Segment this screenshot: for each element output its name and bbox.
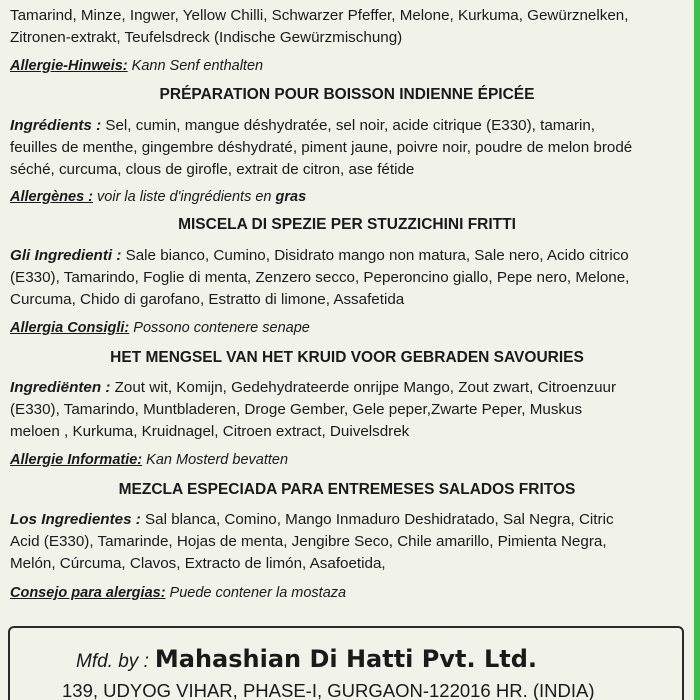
spanish-allergy-note [10, 585, 346, 601]
manufacturer-name: Mahashian Di Hatti Pvt. Ltd. [154, 645, 538, 673]
french-allergy-label: Allergènes : [10, 189, 93, 205]
spanish-allergy-label: Consejo para alergias: [10, 585, 166, 601]
french-allergy-text: voir la liste d'ingrédients en [93, 189, 276, 205]
dutch-allergy-text: Kan Mosterd bevatten [142, 452, 289, 468]
dutch-allergy-note [10, 452, 288, 468]
spanish-ingredients-line-3: Melón, Cúrcuma, Clavos, Extracto de limón, Asafoetida, [10, 555, 386, 572]
spanish-ingredients-text-1: Sal blanca, Comino, Mango Inmaduro Deshidratado, Sal Negra, Citric [140, 511, 614, 528]
spanish-ingredients-line-2: Acid (E330), Tamarinde, Hojas de menta, Jengibre Seco, Chile amarillo, Pimienta Negra, [10, 533, 607, 550]
dutch-ingredients-line-3: meloen , Kurkuma, Kruidnagel, Citroen extract, Duivelsdrek [10, 423, 410, 440]
spanish-ingredients-label: Los Ingredientes : [10, 511, 141, 528]
spanish-heading: MEZCLA ESPECIADA PARA ENTREMESES SALADOS FRITOS [118, 481, 576, 498]
dutch-heading: HET MENGSEL VAN HET KRUID VOOR GEBRADEN SAVOURIES [110, 349, 584, 366]
dutch-allergy-label: Allergie Informatie: [10, 452, 143, 468]
manufacturer-prefix: Mfd. by : [76, 651, 149, 672]
spanish-allergy-text: Puede contener la mostaza [165, 585, 347, 601]
german-allergy-text: Kann Senf enthalten [127, 58, 264, 74]
italian-allergy-label: Allergia Consigli: [10, 320, 130, 336]
german-allergy-note [10, 58, 263, 74]
dutch-ingredients-label: Ingrediënten : [10, 379, 111, 396]
manufacturer-line [76, 645, 537, 673]
french-allergy-note [10, 189, 306, 205]
french-ingredients-label: Ingrédients : [10, 117, 102, 134]
italian-ingredients-line-1 [10, 246, 629, 266]
dutch-ingredients-line-2: (E330), Tamarindo, Muntbladeren, Droge Gember, Gele peper,Zwarte Peper, Muskus [10, 401, 583, 418]
dutch-ingredients-text-1: Zout wit, Komijn, Gedehydrateerde onrijpe Mango, Zout zwart, Citroenzuur [110, 379, 617, 396]
german-allergy-label: Allergie-Hinweis: [10, 58, 128, 74]
italian-allergy-text: Possono contenere senape [129, 320, 310, 336]
italian-heading: MISCELA DI SPEZIE PER STUZZICHINI FRITTI [178, 216, 516, 233]
german-ingredients-line-2: Zitronen-extrakt, Teufelsdreck (Indische Gewürzmischung) [10, 29, 403, 46]
french-ingredients-line-2: feuilles de menthe, gingembre déshydraté, piment jaune, poivre noir, poudre de melon brodé [10, 139, 633, 156]
german-ingredients-line-1: Tamarind, Minze, Ingwer, Yellow Chilli, Schwarzer Pfeffer, Melone, Kurkuma, Gewürznelken, [10, 7, 629, 24]
french-ingredients-line-3: séché, curcuma, clous de girofle, extrait de citron, ase fétide [10, 161, 415, 178]
italian-allergy-note [10, 320, 310, 336]
manufacturer-address: 139, UDYOG VIHAR, PHASE-I, GURGAON-122016 HR. (INDIA) [62, 680, 595, 700]
dutch-ingredients-line-1 [10, 378, 616, 398]
french-allergy-bold: gras [275, 189, 307, 205]
italian-ingredients-text-1: Sale bianco, Cumino, Disidrato mango non matura, Sale nero, Acido citrico [121, 247, 629, 264]
french-heading: PRÉPARATION POUR BOISSON INDIENNE ÉPICÉE [159, 86, 535, 103]
italian-ingredients-line-3: Curcuma, Chido di garofano, Estratto di limone, Assafetida [10, 291, 405, 308]
italian-ingredients-label: Gli Ingredienti : [10, 247, 122, 264]
french-ingredients-line-1 [10, 116, 595, 136]
spanish-ingredients-line-1 [10, 510, 614, 530]
french-ingredients-text-1: Sel, cumin, mangue déshydratée, sel noir, acide citrique (E330), tamarin, [101, 117, 595, 134]
italian-ingredients-line-2: (E330), Tamarindo, Foglie di menta, Zenzero secco, Peperoncino giallo, Pepe nero, Melone, [10, 269, 630, 286]
